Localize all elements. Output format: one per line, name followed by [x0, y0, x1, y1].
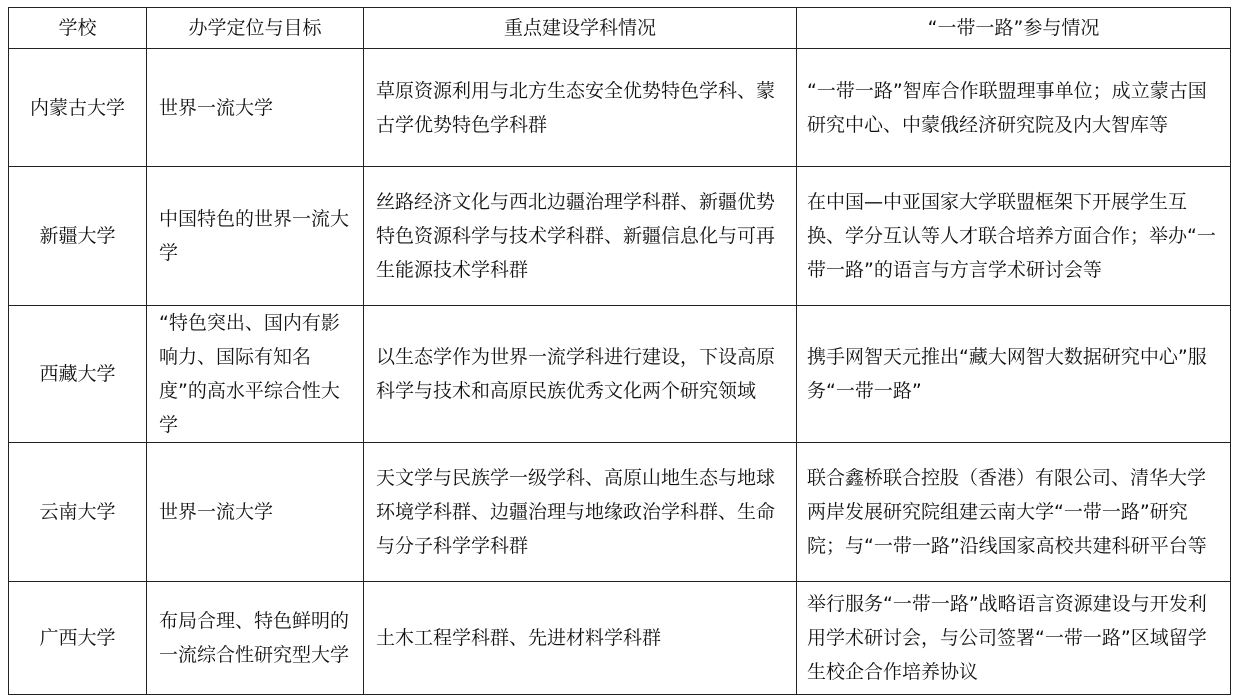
header-row	[9, 8, 1231, 49]
cell-subjects: 丝路经济文化与西北边疆治理学科群、新疆优势特色资源科学与技术学科群、新疆信息化与可再生能源技术学科群	[364, 167, 797, 306]
table-row	[9, 582, 1231, 695]
table-row	[9, 306, 1231, 443]
table-row	[9, 49, 1231, 167]
cell-belt-road: 在中国—中亚国家大学联盟框架下开展学生互换、学分互认等人才联合培养方面合作；举办“一带一路”的语言与方言学术研讨会等	[797, 167, 1231, 306]
cell-school: 内蒙古大学	[9, 49, 147, 167]
cell-goal: 世界一流大学	[147, 443, 364, 582]
universities-table	[8, 7, 1231, 695]
cell-subjects: 土木工程学科群、先进材料学科群	[364, 582, 797, 695]
cell-school: 西藏大学	[9, 306, 147, 443]
cell-belt-road: 联合鑫桥联合控股（香港）有限公司、清华大学两岸发展研究院组建云南大学“一带一路”研究院；与“一带一路”沿线国家高校共建科研平台等	[797, 443, 1231, 582]
table-row	[9, 443, 1231, 582]
cell-school: 广西大学	[9, 582, 147, 695]
cell-belt-road: 举行服务“一带一路”战略语言资源建设与开发利用学术研讨会，与公司签署“一带一路”区域留学生校企合作培养协议	[797, 582, 1231, 695]
table-row	[9, 167, 1231, 306]
header-school: 学校	[9, 8, 147, 49]
cell-subjects: 以生态学作为世界一流学科进行建设，下设高原科学与技术和高原民族优秀文化两个研究领域	[364, 306, 797, 443]
cell-belt-road: “一带一路”智库合作联盟理事单位；成立蒙古国研究中心、中蒙俄经济研究院及内大智库等	[797, 49, 1231, 167]
header-belt-road: “一带一路”参与情况	[797, 8, 1231, 49]
header-goal: 办学定位与目标	[147, 8, 364, 49]
cell-subjects: 草原资源利用与北方生态安全优势特色学科、蒙古学优势特色学科群	[364, 49, 797, 167]
cell-school: 云南大学	[9, 443, 147, 582]
cell-goal: 布局合理、特色鲜明的一流综合性研究型大学	[147, 582, 364, 695]
cell-subjects: 天文学与民族学一级学科、高原山地生态与地球环境学科群、边疆治理与地缘政治学科群、生命与分子科学学科群	[364, 443, 797, 582]
cell-belt-road: 携手网智天元推出“藏大网智大数据研究中心”服务“一带一路”	[797, 306, 1231, 443]
cell-school: 新疆大学	[9, 167, 147, 306]
cell-goal: 世界一流大学	[147, 49, 364, 167]
cell-goal: “特色突出、国内有影响力、国际有知名度”的高水平综合性大学	[147, 306, 364, 443]
header-subjects: 重点建设学科情况	[364, 8, 797, 49]
cell-goal: 中国特色的世界一流大学	[147, 167, 364, 306]
